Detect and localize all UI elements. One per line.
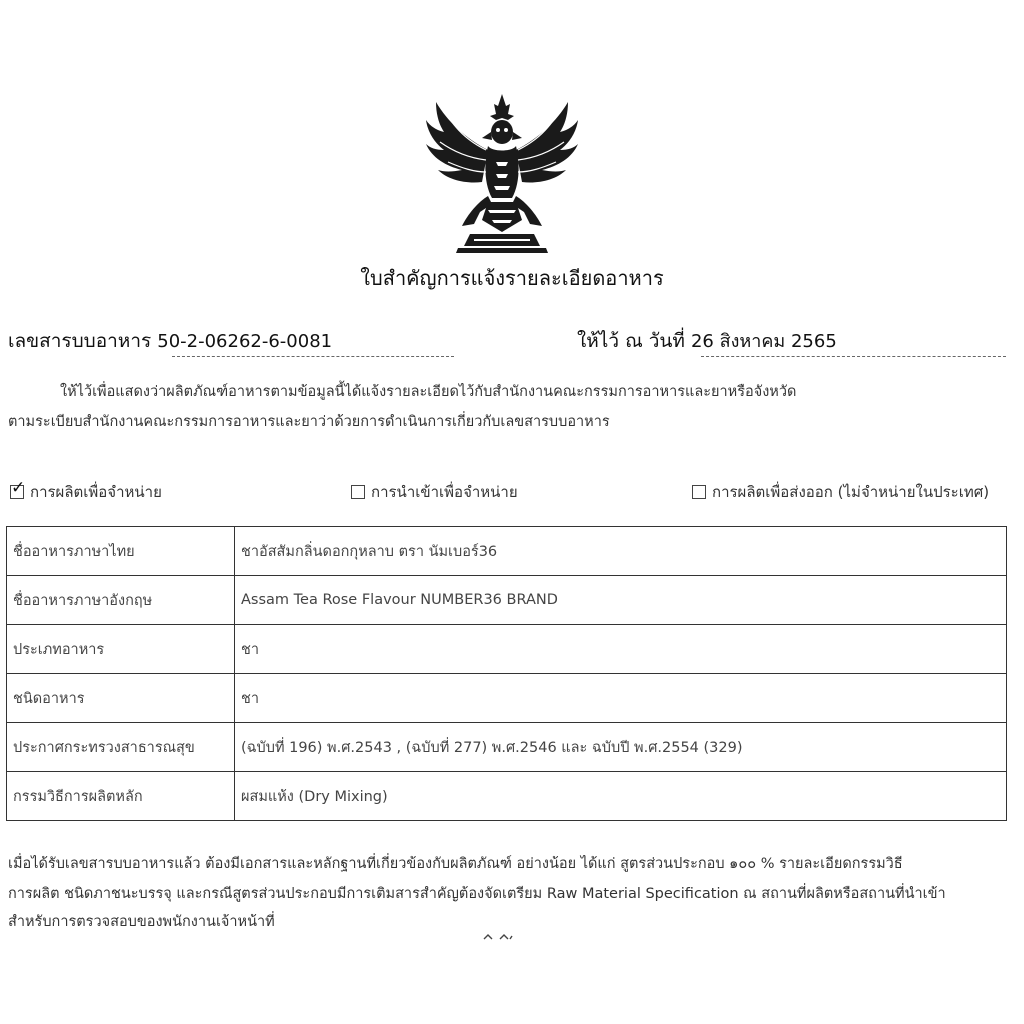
document-title: ใบสำคัญการแจ้งรายละเอียดอาหาร: [360, 266, 664, 290]
note-line-2: การผลิต ชนิดภาชนะบรรจุ และกรณีสูตรส่วนประกอบมีการเติมสารสำคัญต้องจัดเตรียม Raw Material Specification ณ สถานที่ผลิตหรือสถานที่นำเข้า: [8, 886, 946, 902]
note-line-3: สำหรับการตรวจสอบของพนักงานเจ้าหน้าที่: [8, 914, 275, 930]
table-row: [7, 674, 1007, 723]
row-value: ผสมแห้ง (Dry Mixing): [235, 772, 1007, 821]
option-manufacture-for-export: [692, 480, 989, 504]
row-label: กรรมวิธีการผลิตหลัก: [7, 772, 235, 821]
row-label: ชนิดอาหาร: [7, 674, 235, 723]
garuda-emblem: [422, 92, 582, 254]
row-label: ชื่ออาหารภาษาอังกฤษ: [7, 576, 235, 625]
registration-number-value: 50-2-06262-6-0081: [157, 331, 333, 352]
checkbox-checked: [10, 478, 26, 499]
intro-line-2: ตามระเบียบสำนักงานคณะกรรมการอาหารและยาว่าด้วยการดำเนินการเกี่ยวกับเลขสารบบอาหาร: [8, 414, 610, 430]
issue-date-label: ให้ไว้ ณ วันที่: [577, 330, 685, 352]
row-value: (ฉบับที่ 196) พ.ศ.2543 , (ฉบับที่ 277) พ.ศ.2546 และ ฉบับปี พ.ศ.2554 (329): [235, 723, 1007, 772]
row-label: ประเภทอาหาร: [7, 625, 235, 674]
registration-number-label: เลขสารบบอาหาร: [8, 330, 152, 352]
row-value: ชา: [235, 674, 1007, 723]
option-label: การผลิตเพื่อจำหน่าย: [30, 483, 162, 501]
table-row: [7, 772, 1007, 821]
row-value: ชาอัสสัมกลิ่นดอกกุหลาบ ตรา นัมเบอร์36: [235, 527, 1007, 576]
row-value: ชา: [235, 625, 1007, 674]
food-details-table: [6, 526, 1007, 821]
checkbox-unchecked: [692, 485, 706, 499]
note-line-1: เมื่อได้รับเลขสารบบอาหารแล้ว ต้องมีเอกสารและหลักฐานที่เกี่ยวข้องกับผลิตภัณฑ์ อย่างน้อย ได้แก่ สูตรส่วนประกอบ ๑๐๐ % รายละเอียดกรรมวิธี: [8, 856, 903, 872]
option-label: การนำเข้าเพื่อจำหน่าย: [371, 483, 518, 501]
table-row: [7, 527, 1007, 576]
row-value: Assam Tea Rose Flavour NUMBER36 BRAND: [235, 576, 1007, 625]
option-label: การผลิตเพื่อส่งออก (ไม่จำหน่ายในประเทศ): [712, 483, 990, 501]
table-row: [7, 576, 1007, 625]
check-icon: ✓: [11, 478, 26, 498]
option-manufacture-for-sale: [10, 480, 162, 504]
date-underline: [701, 356, 1006, 357]
table-row: [7, 723, 1007, 772]
number-underline: [172, 356, 454, 357]
checkbox-unchecked: [351, 485, 365, 499]
issue-date-row: [577, 326, 837, 356]
registration-number-row: [8, 326, 332, 356]
intro-line-1: ให้ไว้เพื่อแสดงว่าผลิตภัณฑ์อาหารตามข้อมูลนี้ได้แจ้งรายละเอียดไว้กับสำนักงานคณะกรรมการอาหารและยาหรือจังหวัด: [60, 384, 797, 400]
cropped-text-fragment: [480, 930, 520, 940]
table-row: [7, 625, 1007, 674]
row-label: ชื่ออาหารภาษาไทย: [7, 527, 235, 576]
row-label: ประกาศกระทรวงสาธารณสุข: [7, 723, 235, 772]
option-import-for-sale: [351, 480, 518, 504]
issue-date-value: 26 สิงหาคม 2565: [690, 331, 837, 352]
